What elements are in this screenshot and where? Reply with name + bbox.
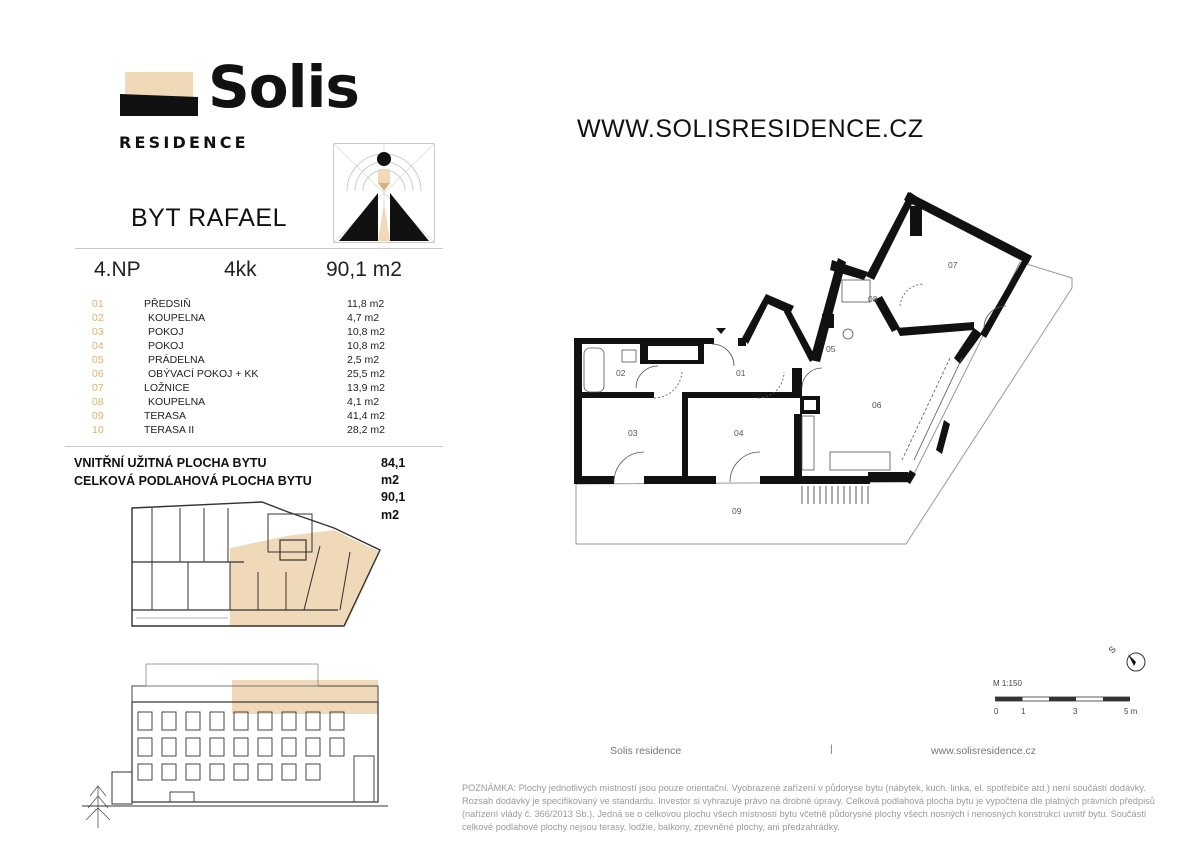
room-number: 05	[92, 354, 104, 366]
room-area: 25,5 m2	[347, 368, 385, 380]
room-area: 41,4 m2	[347, 410, 385, 422]
scale-tick-1: 1	[1021, 707, 1026, 716]
room-row	[92, 368, 392, 382]
note-line: celkové podlahové plochy nejsou terasy, lodžie, balkony, zpevněné plochy, ani předzahrádky.	[462, 822, 840, 832]
plan-label-06: 06	[872, 400, 882, 410]
floor-plan	[570, 188, 1082, 554]
room-row	[92, 326, 392, 340]
plan-label-02: 02	[616, 368, 626, 378]
room-area: 28,2 m2	[347, 424, 385, 436]
note-line: (nařízení vlády č. 366/2013 Sb.). Jedná se o celkovou plochu všech místností bytu včetně půdorysné plochy všech nosných i nenosných konstrukcí uvnitř bytu. Součástí	[462, 809, 1147, 819]
footer-website[interactable]: www.solisresidence.cz	[931, 745, 1037, 757]
logo-mark	[118, 72, 200, 120]
plan-label-03: 03	[628, 428, 638, 438]
building-elevation	[82, 656, 388, 832]
note-line: Rozsah dodávky je specifikovaný ve standardu. Investor si vyhrazuje právo na drobné úpravy. Celková podlahová plocha bytu je vypočtena dle platných právních předpisů	[462, 796, 1155, 806]
inner-area-value: 84,1	[381, 456, 406, 470]
room-row	[92, 396, 392, 410]
room-row	[92, 340, 392, 354]
total-area-label: CELKOVÁ PODLAHOVÁ PLOCHA BYTU	[74, 474, 312, 488]
disclaimer-note	[462, 782, 1200, 834]
area-value: 90,1 m2	[326, 258, 402, 281]
divider	[65, 446, 443, 447]
room-number: 03	[92, 326, 104, 338]
note-line: POZNÁMKA: Plochy jednotlivých místností jsou pouze orientační. Vyobrazené zařízení v půdoryse bytu (nábytek, kuch. linka, el. spotřebiče atd.) není součástí dodávky.	[462, 783, 1146, 793]
room-number: 07	[92, 382, 104, 394]
room-row	[92, 424, 392, 438]
total-area-unit: m2	[381, 508, 400, 522]
emblem-icon	[333, 143, 435, 243]
room-name: PRÁDELNA	[148, 354, 205, 366]
room-number: 01	[92, 298, 104, 310]
floor-value: 4.NP	[94, 258, 141, 281]
plan-label-09: 09	[732, 506, 742, 516]
room-number: 10	[92, 424, 104, 436]
plan-label-05: 05	[826, 344, 836, 354]
brand-name: Solis	[208, 58, 359, 114]
room-row	[92, 382, 392, 396]
room-row	[92, 312, 392, 326]
room-name: KOUPELNA	[148, 312, 206, 324]
floor-key-plan	[128, 500, 384, 632]
divider	[75, 248, 443, 249]
room-row	[92, 354, 392, 368]
room-name: OBÝVACÍ POKOJ + KK	[148, 368, 259, 380]
plan-label-04: 04	[734, 428, 744, 438]
room-name: TERASA	[144, 410, 187, 422]
inner-area-unit: m2	[381, 473, 400, 487]
room-area: 10,8 m2	[347, 340, 385, 352]
room-area: 4,1 m2	[347, 396, 380, 408]
room-name: PŘEDSIŇ	[144, 298, 191, 310]
footer-brand: Solis residence	[610, 745, 682, 757]
room-number: 02	[92, 312, 104, 324]
apartment-title: BYT RAFAEL	[131, 204, 287, 232]
plan-label-07: 07	[948, 260, 958, 270]
plan-label-01: 01	[736, 368, 746, 378]
scale-tick-3: 3	[1073, 707, 1078, 716]
room-name: KOUPELNA	[148, 396, 206, 408]
room-area: 4,7 m2	[347, 312, 380, 324]
scale-tick-5: 5 m	[1124, 707, 1138, 716]
footer-separator: |	[830, 743, 833, 755]
plan-label-08: 08	[868, 294, 878, 304]
room-name: POKOJ	[148, 340, 184, 352]
website-link[interactable]: WWW.SOLISRESIDENCE.CZ	[577, 115, 924, 143]
room-row	[92, 410, 392, 424]
scale-label: M 1:150	[993, 679, 1022, 688]
room-row	[92, 298, 392, 312]
compass-icon	[1106, 640, 1156, 682]
room-name: TERASA II	[144, 424, 195, 436]
room-area: 11,8 m2	[347, 298, 385, 310]
total-area-value: 90,1	[381, 490, 406, 504]
compass-label: S	[1106, 644, 1118, 656]
room-number: 06	[92, 368, 104, 380]
scale-bar	[995, 696, 1131, 706]
room-name: POKOJ	[148, 326, 184, 338]
room-number: 09	[92, 410, 104, 422]
room-number: 04	[92, 340, 104, 352]
room-area: 10,8 m2	[347, 326, 385, 338]
room-number: 08	[92, 396, 104, 408]
layout-value: 4kk	[224, 258, 257, 281]
scale-tick-0: 0	[994, 707, 999, 716]
room-area: 13,9 m2	[347, 382, 385, 394]
inner-area-label: VNITŘNÍ UŽITNÁ PLOCHA BYTU	[74, 456, 267, 470]
room-area: 2,5 m2	[347, 354, 380, 366]
brand-subtitle: RESIDENCE	[119, 133, 249, 152]
room-name: LOŽNICE	[144, 382, 190, 394]
